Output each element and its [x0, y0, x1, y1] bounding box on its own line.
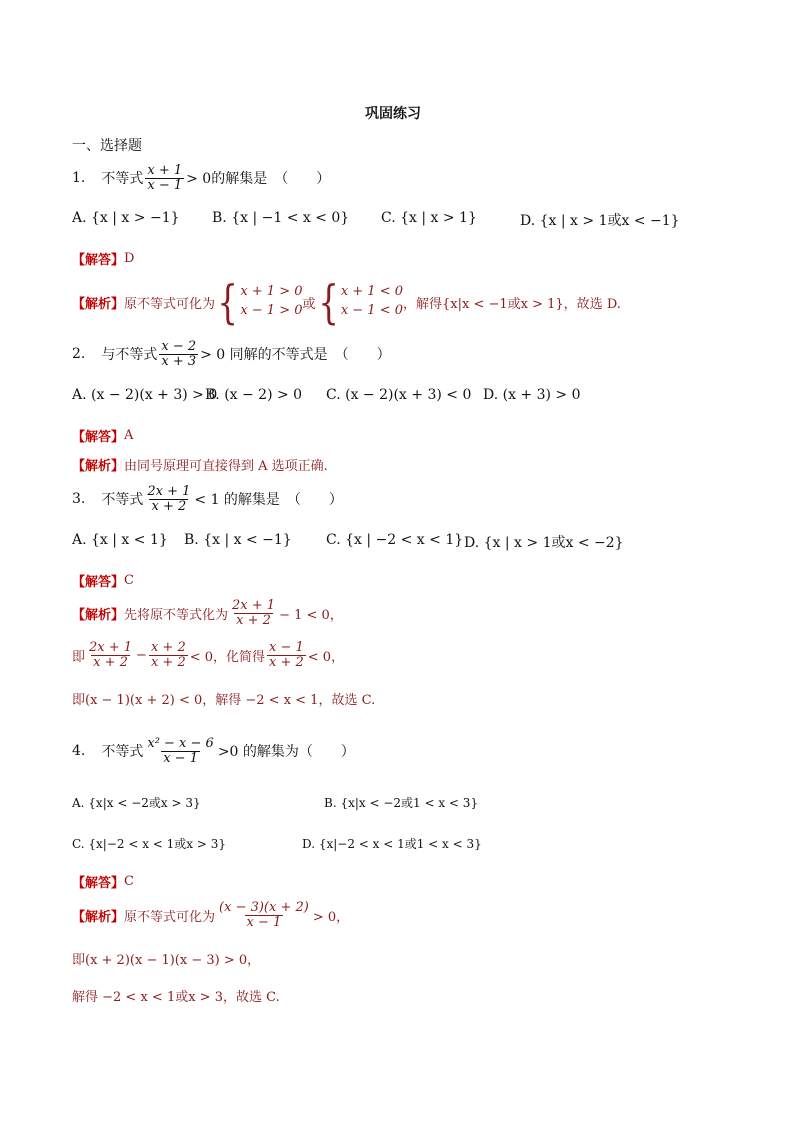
- answer-value: C: [124, 874, 134, 889]
- question-2-stem-post: > 0 同解的不等式是 （ ）: [200, 347, 391, 363]
- fraction-denominator: x + 2: [93, 654, 128, 670]
- analysis-text-pre: 即: [72, 649, 86, 665]
- question-2: [72, 336, 391, 372]
- analysis-label: 【解析】: [72, 607, 125, 623]
- q4-answer: [72, 872, 134, 891]
- q3-option-d: D. {x | x > 1或x < −2}: [464, 535, 624, 551]
- q1-answer: [72, 249, 134, 268]
- question-3-stem-pre: 不等式: [101, 492, 144, 508]
- analysis-label: 【解析】: [72, 909, 125, 925]
- fraction-denominator: x − 1: [147, 177, 183, 193]
- q3-option-c: C. {x | −2 < x < 1}: [326, 532, 464, 548]
- q2-option-a: A. (x − 2)(x + 3) > 0: [72, 387, 218, 403]
- fraction-numerator: x² − x − 6: [147, 735, 214, 751]
- answer-label: 【解答】: [72, 575, 125, 590]
- question-2-stem-pre: 与不等式: [101, 347, 158, 363]
- analysis-fraction-2: [149, 641, 188, 669]
- q3-option-b: B. {x | x < −1}: [184, 532, 292, 548]
- question-3-stem-post: < 1 的解集是 （ ）: [194, 492, 343, 508]
- minus-sign: −: [136, 647, 147, 663]
- fraction-numerator: 2x + 1: [89, 639, 133, 655]
- system-1-line-1: x + 1 > 0: [240, 284, 303, 300]
- question-1-number: 1.: [72, 170, 86, 186]
- analysis-label: 【解析】: [72, 296, 125, 312]
- q3-analysis-line-3: 即(x − 1)(x + 2) < 0，解得 −2 < x < 1，故选 C.: [72, 693, 376, 708]
- q4-option-d: D. {x|−2 < x < 1或1 < x < 3}: [302, 837, 482, 851]
- system-1-line-2: x − 1 > 0: [240, 303, 303, 318]
- answer-value: D: [124, 251, 135, 266]
- question-1-stem-post: > 0的解集是 （ ）: [186, 171, 331, 187]
- question-4-stem-post: >0 的解集为（ ）: [217, 744, 355, 760]
- fraction-denominator: x − 1: [246, 914, 282, 930]
- answer-label: 【解答】: [72, 430, 125, 445]
- q4-analysis-line-2: 即(x + 2)(x − 1)(x − 3) > 0，: [72, 953, 261, 968]
- analysis-fraction-1: [87, 641, 134, 669]
- fraction-numerator: 2x + 1: [232, 597, 276, 613]
- question-1-fraction: [145, 164, 184, 192]
- question-3-number: 3.: [72, 491, 86, 507]
- system-2: [316, 275, 404, 329]
- analysis-text-post: > 0，: [312, 909, 350, 925]
- page-title: 巩固练习: [365, 106, 421, 122]
- analysis-text-pre: 先将原不等式化为: [124, 607, 229, 623]
- q2-option-d: D. (x + 3) > 0: [483, 387, 581, 403]
- fraction-denominator: x + 2: [269, 654, 304, 670]
- question-2-number: 2.: [72, 346, 86, 362]
- left-brace: {: [317, 275, 339, 329]
- fraction-numerator: x + 1: [147, 162, 183, 178]
- question-1-stem-pre: 不等式: [101, 171, 144, 187]
- q4-analysis-line-3: 解得 −2 < x < 1或x > 3，故选 C.: [72, 990, 280, 1005]
- q1-analysis: [72, 275, 621, 329]
- fraction-denominator: x + 3: [161, 353, 197, 369]
- left-brace: {: [217, 275, 238, 329]
- answer-label: 【解答】: [72, 876, 125, 891]
- analysis-label: 【解析】: [72, 459, 125, 474]
- q3-answer: [72, 571, 134, 590]
- q3-analysis-line-2: [72, 638, 344, 672]
- question-4-fraction: [145, 737, 215, 765]
- fraction-denominator: x + 2: [236, 612, 271, 628]
- question-3-fraction: [145, 485, 192, 513]
- analysis-text-post: < 0，: [307, 649, 345, 665]
- q2-analysis: [72, 455, 328, 474]
- fraction-denominator: x + 2: [150, 654, 186, 670]
- system-1: [215, 275, 303, 329]
- fraction-numerator: x + 2: [150, 639, 186, 655]
- analysis-text-pre: 原不等式可化为: [124, 296, 216, 312]
- system-2-line-1: x + 1 < 0: [340, 284, 404, 300]
- q2-answer: [72, 426, 133, 445]
- q1-option-d: D. {x | x > 1或x < −1}: [520, 213, 680, 229]
- question-3: [72, 481, 343, 517]
- q4-option-a: A. {x|x < −2或x > 3}: [72, 796, 201, 810]
- analysis-fraction: [230, 599, 277, 627]
- q4-option-b: B. {x|x < −2或1 < x < 3}: [324, 796, 479, 810]
- q1-option-a: A. {x | x > −1}: [72, 210, 180, 226]
- q4-option-c: C. {x|−2 < x < 1或x > 3}: [72, 837, 227, 851]
- analysis-text-post: ，解得{x|x < −1或x > 1}，故选 D.: [403, 296, 621, 312]
- analysis-fraction: [217, 901, 311, 929]
- system-2-line-2: x − 1 < 0: [340, 303, 404, 318]
- answer-label: 【解答】: [72, 253, 125, 268]
- answer-value: A: [124, 428, 134, 443]
- question-1: [72, 160, 330, 196]
- fraction-numerator: x − 1: [269, 639, 304, 655]
- question-4-number: 4.: [72, 743, 86, 759]
- fraction-numerator: 2x + 1: [147, 483, 191, 499]
- q1-option-b: B. {x | −1 < x < 0}: [212, 210, 350, 226]
- q1-option-c: C. {x | x > 1}: [381, 210, 477, 226]
- answer-value: C: [124, 573, 134, 588]
- fraction-numerator: (x − 3)(x + 2): [219, 899, 309, 915]
- analysis-text-pre: 原不等式可化为: [124, 909, 216, 925]
- q3-option-a: A. {x | x < 1}: [72, 532, 168, 548]
- q4-analysis-line-1: [72, 897, 349, 933]
- question-2-fraction: [159, 340, 198, 368]
- analysis-fraction-3: [267, 641, 306, 669]
- analysis-text-mid: < 0，化简得: [189, 649, 266, 665]
- fraction-denominator: x + 2: [151, 498, 187, 514]
- analysis-text: 由同号原理可直接得到 A 选项正确.: [124, 459, 328, 474]
- or-word: 或: [302, 296, 316, 312]
- question-4: [72, 732, 355, 770]
- section-heading: 一、选择题: [72, 138, 142, 154]
- question-4-stem-pre: 不等式: [101, 744, 144, 760]
- q2-option-c: C. (x − 2)(x + 3) < 0: [326, 387, 472, 403]
- q3-analysis-line-1: [72, 596, 343, 630]
- fraction-denominator: x − 1: [163, 750, 198, 766]
- q2-option-b: B. (x − 2) > 0: [205, 387, 303, 403]
- analysis-text-post: − 1 < 0，: [279, 607, 343, 623]
- fraction-numerator: x − 2: [161, 338, 197, 354]
